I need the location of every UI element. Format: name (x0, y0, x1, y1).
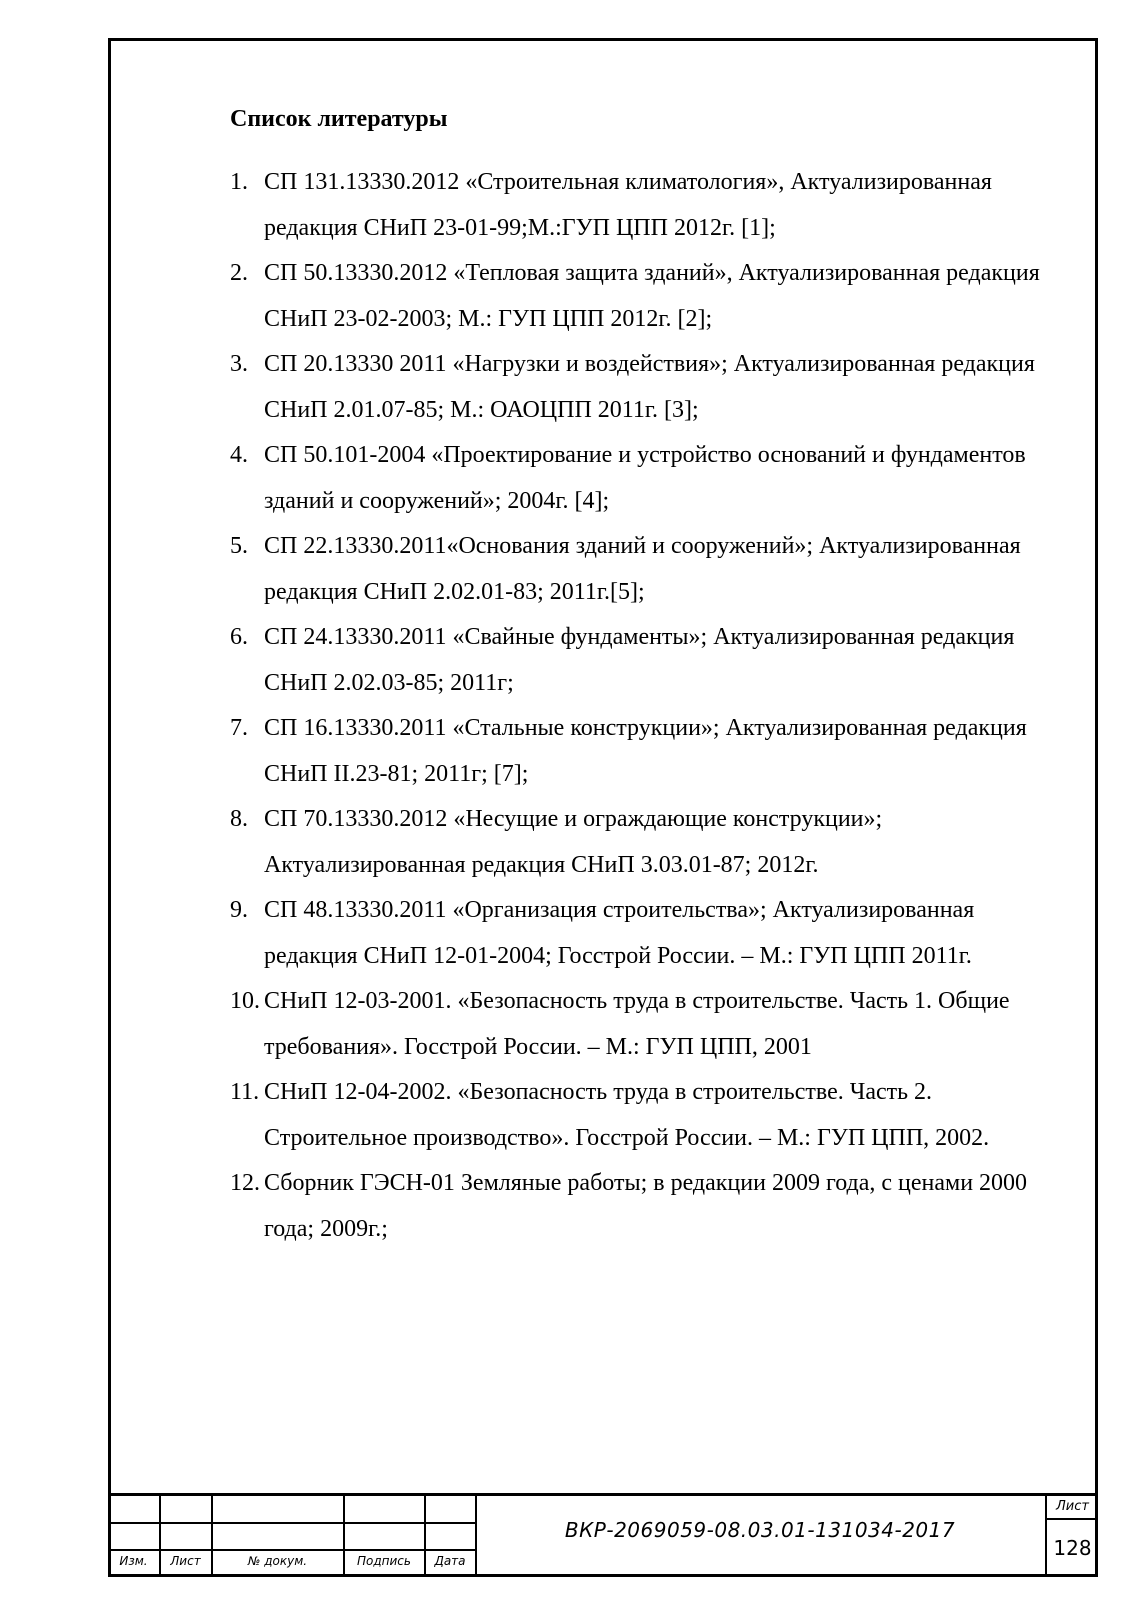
reference-number: 11. (230, 1079, 260, 1105)
reference-item (230, 160, 1060, 251)
reference-text: СП 70.13330.2012 «Несущие и ограждающие конструкции»; Актуализированная редакция СНиП 3.03.01-87; 2012г. (264, 806, 883, 878)
reference-text: СП 50.13330.2012 «Тепловая защита зданий», Актуализированная редакция СНиП 23-02-2003; М.: ГУП ЦПП 2012г. [2]; (264, 260, 1040, 332)
reference-number: 8. (230, 806, 248, 832)
reference-number: 1. (230, 169, 248, 195)
reference-number: 10. (230, 988, 260, 1014)
stamp-label-podpis: Подпись (357, 1554, 411, 1568)
reference-number: 7. (230, 715, 248, 741)
reference-item (230, 251, 1060, 342)
reference-text: СП 20.13330 2011 «Нагрузки и воздействия»; Актуализированная редакция СНиП 2.01.07-85; М.: ОАОЦПП 2011г. [3]; (264, 351, 1035, 423)
reference-number: 12. (230, 1170, 260, 1196)
reference-item (230, 888, 1060, 979)
stamp-divider (475, 1496, 477, 1577)
reference-text: СНиП 12-04-2002. «Безопасность труда в строительстве. Часть 2. Строительное производство». Госстрой России. – М.: ГУП ЦПП, 2002. (264, 1079, 990, 1151)
reference-item (230, 1070, 1060, 1161)
reference-item (230, 524, 1060, 615)
reference-item (230, 433, 1060, 524)
title-block (108, 1493, 1098, 1577)
sheet-number: 128 (1053, 1536, 1092, 1560)
reference-text: СП 16.13330.2011 «Стальные конструкции»; Актуализированная редакция СНиП II.23-81; 2011г; [7]; (264, 715, 1027, 787)
stamp-label-data: Дата (434, 1554, 466, 1568)
reference-item (230, 979, 1060, 1070)
reference-text: СП 131.13330.2012 «Строительная климатология», Актуализированная редакция СНиП 23-01-99;М.:ГУП ЦПП 2012г. [1]; (264, 169, 992, 241)
reference-text: СП 48.13330.2011 «Организация строительства»; Актуализированная редакция СНиП 12-01-2004; Госстрой России. – М.: ГУП ЦПП 2011г. (264, 897, 975, 969)
stamp-label-dokum: № докум. (247, 1554, 308, 1568)
reference-item (230, 1161, 1060, 1252)
reference-text: СП 50.101-2004 «Проектирование и устройство оснований и фундаментов зданий и сооружений»; 2004г. [4]; (264, 442, 1026, 514)
reference-list (230, 160, 1060, 1252)
document-code: ВКР-2069059-08.03.01-131034-2017 (564, 1518, 956, 1542)
sheet-label: Лист (1056, 1499, 1089, 1514)
stamp-divider (108, 1522, 477, 1524)
reference-item (230, 797, 1060, 888)
reference-number: 3. (230, 351, 248, 377)
reference-item (230, 342, 1060, 433)
reference-text: СНиП 12-03-2001. «Безопасность труда в строительстве. Часть 1. Общие требования». Госстрой России. – М.: ГУП ЦПП, 2001 (264, 988, 1010, 1060)
stamp-divider (108, 1549, 477, 1551)
stamp-label-list: Лист (170, 1554, 201, 1568)
reference-text: СП 24.13330.2011 «Свайные фундаменты»; Актуализированная редакция СНиП 2.02.03-85; 2011г; (264, 624, 1015, 696)
stamp-label-izm: Изм. (119, 1554, 148, 1568)
reference-number: 6. (230, 624, 248, 650)
page-title: Список литературы (230, 106, 448, 132)
reference-item (230, 615, 1060, 706)
stamp-divider (1045, 1518, 1098, 1520)
reference-number: 2. (230, 260, 248, 286)
reference-number: 9. (230, 897, 248, 923)
reference-item (230, 706, 1060, 797)
reference-number: 4. (230, 442, 248, 468)
reference-text: Сборник ГЭСН-01 Земляные работы; в редакции 2009 года, с ценами 2000 года; 2009г.; (264, 1170, 1028, 1242)
reference-text: СП 22.13330.2011«Основания зданий и сооружений»; Актуализированная редакция СНиП 2.02.01-83; 2011г.[5]; (264, 533, 1021, 605)
reference-number: 5. (230, 533, 248, 559)
